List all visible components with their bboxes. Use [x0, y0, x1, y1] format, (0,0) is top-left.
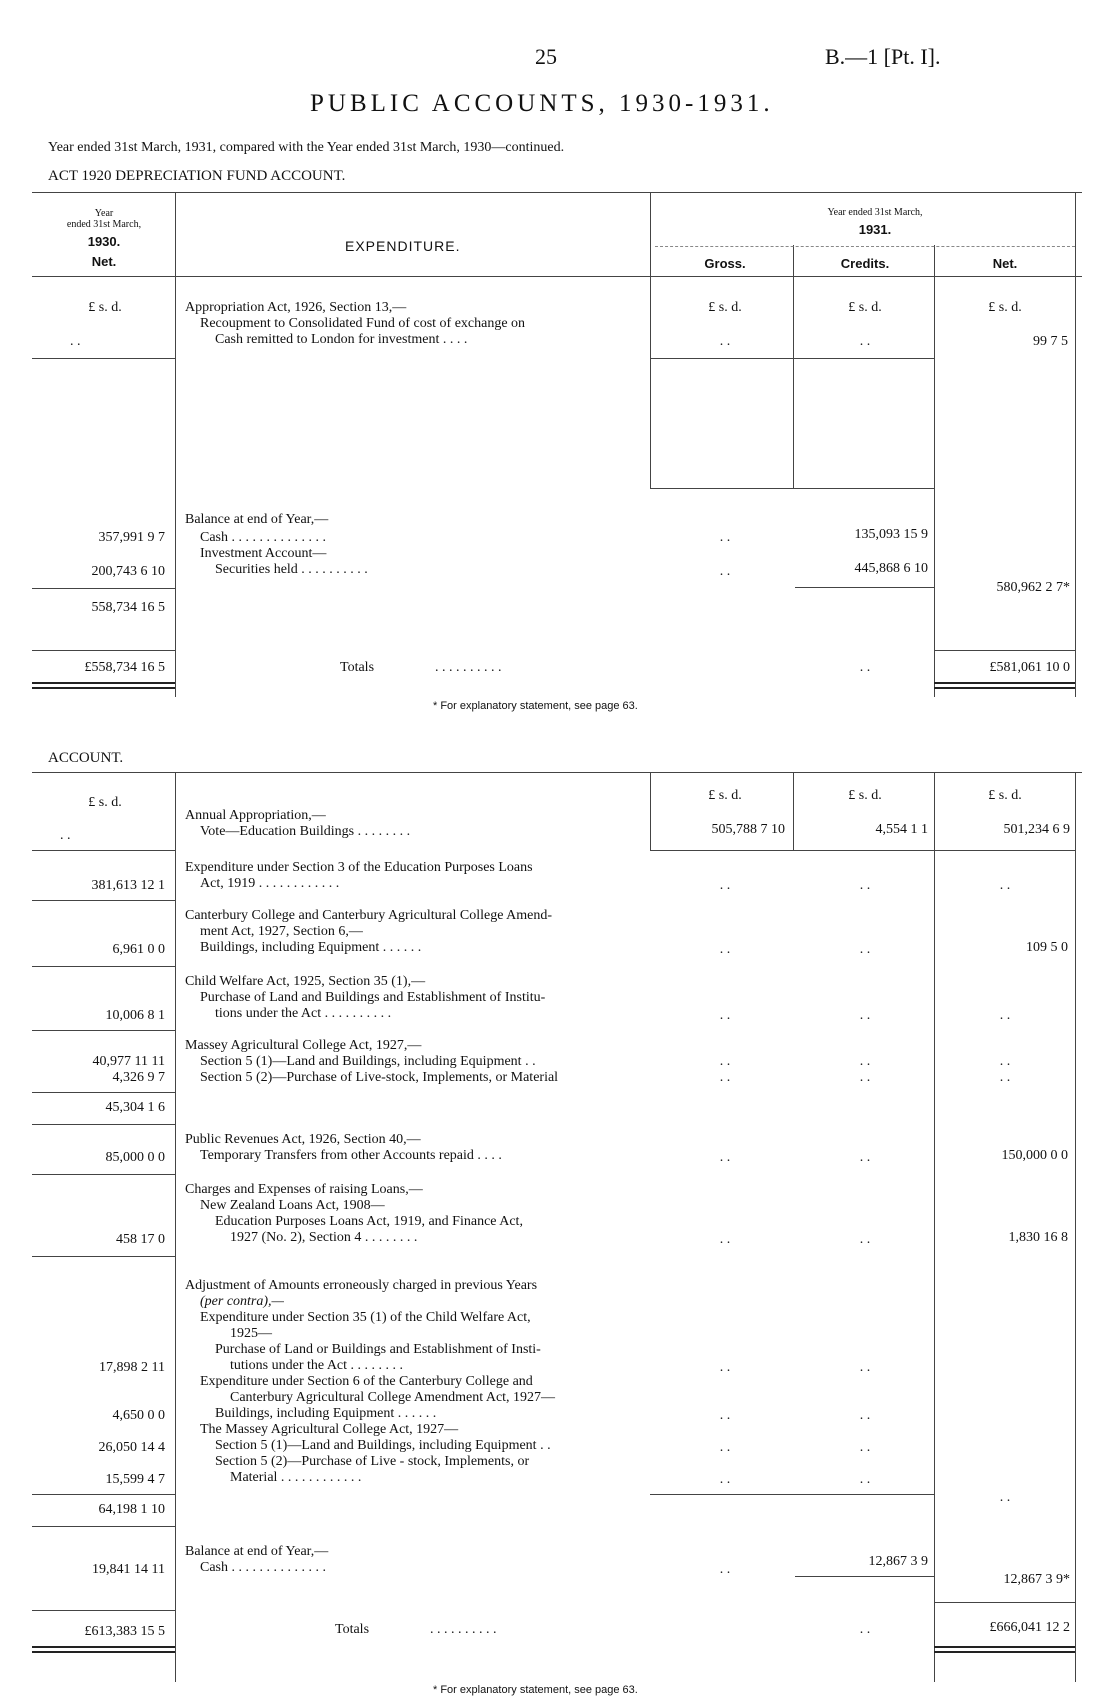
item-label: Adjustment of Amounts erroneously charged in previous Years — [185, 1278, 538, 1293]
item-label: 1925— — [230, 1326, 272, 1341]
gross-value: . . — [719, 1472, 731, 1487]
totals-prev: £613,383 15 5 — [84, 1624, 165, 1639]
net-value: . . — [999, 878, 1011, 893]
item-label: Charges and Expenses of raising Loans,— — [185, 1182, 423, 1197]
cur-year-header: Year ended 31st March, — [827, 207, 923, 218]
investment-label: Investment Account— — [200, 546, 327, 561]
column-divider — [793, 245, 794, 489]
totals-net: £666,041 12 2 — [989, 1620, 1070, 1635]
prev-value: 6,961 0 0 — [112, 942, 165, 957]
credits-value: . . — [859, 1408, 871, 1423]
column-divider — [934, 245, 935, 697]
rule — [32, 772, 1082, 773]
prev-value: . . — [70, 334, 81, 349]
section1-title: ACT 1920 DEPRECIATION FUND ACCOUNT. — [48, 168, 346, 184]
credits-value: . . — [859, 1054, 871, 1069]
item-label: Expenditure under Section 6 of the Canterbury College and — [200, 1374, 533, 1389]
cash-label: Cash . . . . . . . . . . . . . . — [200, 1560, 326, 1575]
rule — [32, 1030, 175, 1031]
currency-label: £ s. d. — [88, 300, 122, 315]
item-label: Temporary Transfers from other Accounts repaid . . . . — [200, 1148, 502, 1163]
cur-year-number: 1931. — [858, 222, 892, 237]
totals-net: £581,061 10 0 — [989, 660, 1070, 675]
net-value: . . — [999, 1008, 1011, 1023]
prev-net-header: Net. — [91, 254, 117, 269]
item-label: Section 5 (2)—Purchase of Live - stock, Implements, or — [215, 1454, 530, 1469]
column-divider — [650, 772, 651, 850]
gross-value: . . — [719, 1054, 731, 1069]
credits-value: . . — [859, 1150, 871, 1165]
credits-value: . . — [859, 878, 871, 893]
item-label: Material . . . . . . . . . . . . — [230, 1470, 362, 1485]
credits-value: . . — [859, 1472, 871, 1487]
item-label: Massey Agricultural College Act, 1927,— — [185, 1038, 422, 1053]
item-label: (per contra),— — [200, 1294, 284, 1309]
rule — [32, 650, 175, 651]
item-label: Section 5 (2)—Purchase of Live-stock, Implements, or Material — [200, 1070, 559, 1085]
credits-header: Credits. — [840, 256, 890, 271]
gross-value: . . — [719, 878, 731, 893]
item-label: Canterbury Agricultural College Amendment Act, 1927— — [230, 1390, 556, 1405]
page-title: PUBLIC ACCOUNTS, 1930-1931. — [310, 90, 774, 117]
cash-prev: 357,991 9 7 — [98, 530, 165, 545]
gross-header: Gross. — [704, 256, 746, 271]
cash-gross: . . — [719, 1562, 731, 1577]
credits-value: . . — [859, 1232, 871, 1247]
rule — [32, 1646, 175, 1648]
rule — [32, 1526, 175, 1527]
credits-value: 4,554 1 1 — [875, 822, 928, 837]
gross-value: . . — [719, 1008, 731, 1023]
rule — [655, 246, 1075, 247]
rule — [32, 1651, 175, 1653]
rule — [934, 650, 1075, 651]
item-label: Education Purposes Loans Act, 1919, and Finance Act, — [215, 1214, 523, 1229]
page-number: 25 — [535, 44, 557, 69]
rule — [32, 1494, 175, 1495]
prev-year-label: Year — [94, 208, 114, 219]
gross-value: 505,788 7 10 — [711, 822, 785, 837]
net-value: . . — [999, 1490, 1011, 1505]
rule — [32, 1174, 175, 1175]
cash-gross: . . — [719, 530, 731, 545]
gross-value: . . — [719, 942, 731, 957]
prev-value: 10,006 8 1 — [105, 1008, 165, 1023]
page-subtitle: Year ended 31st March, 1931, compared with the Year ended 31st March, 1930—continued. — [48, 140, 565, 155]
net-value: 109 5 0 — [1026, 940, 1068, 955]
item-label: Public Revenues Act, 1926, Section 40,— — [185, 1132, 421, 1147]
prev-year-label: ended 31st March, — [66, 219, 142, 230]
currency-label: £ s. d. — [848, 300, 882, 315]
item-label: The Massey Agricultural College Act, 1927— — [200, 1422, 459, 1437]
totals-leader: . . . . . . . . . . — [435, 660, 502, 675]
prev-year-header — [30, 208, 178, 230]
footnote: * For explanatory statement, see page 63. — [433, 700, 638, 712]
rule — [934, 687, 1075, 689]
rule — [934, 1602, 1075, 1603]
prev-value: 85,000 0 0 — [105, 1150, 165, 1165]
totals-label: Totals — [340, 660, 375, 675]
item-label: Child Welfare Act, 1925, Section 35 (1),— — [185, 974, 426, 989]
item-label: New Zealand Loans Act, 1908— — [200, 1198, 385, 1213]
prev-value: 381,613 12 1 — [91, 878, 165, 893]
item-label: Vote—Education Buildings . . . . . . . . — [200, 824, 411, 839]
column-divider — [650, 192, 651, 489]
gross-value: . . — [719, 1408, 731, 1423]
rule — [650, 850, 1075, 851]
item-label: Annual Appropriation,— — [185, 808, 326, 823]
rule — [32, 687, 175, 689]
rule — [795, 587, 934, 588]
item-label: Expenditure under Section 3 of the Education Purposes Loans — [185, 860, 533, 875]
prev-value: 26,050 14 4 — [98, 1440, 165, 1455]
credits-value: . . — [859, 1070, 871, 1085]
balance-net: 12,867 3 9* — [1003, 1572, 1070, 1587]
securities-gross: . . — [719, 564, 731, 579]
totals-credits: . . — [859, 660, 871, 675]
currency-label: £ s. d. — [88, 795, 122, 810]
rule — [934, 1651, 1075, 1653]
balance-heading: Balance at end of Year,— — [185, 1544, 329, 1559]
item-label: 1927 (No. 2), Section 4 . . . . . . . . — [230, 1230, 418, 1245]
adjust-subtotal: 64,198 1 10 — [98, 1502, 165, 1517]
net-value: 501,234 6 9 — [1003, 822, 1070, 837]
currency-label: £ s. d. — [708, 788, 742, 803]
securities-credits: 445,868 6 10 — [854, 561, 928, 576]
totals-leader: . . . . . . . . . . — [430, 1622, 497, 1637]
gross-value: . . — [719, 1150, 731, 1165]
prev-value: 458 17 0 — [116, 1232, 165, 1247]
currency-label: £ s. d. — [848, 788, 882, 803]
item-label: Section 5 (1)—Land and Buildings, including Equipment . . — [200, 1054, 536, 1069]
totals-credits: . . — [859, 1622, 871, 1637]
rule — [32, 1124, 175, 1125]
column-divider — [1075, 772, 1076, 1682]
item-label: Expenditure under Section 35 (1) of the Child Welfare Act, — [200, 1310, 531, 1325]
massey-subtotal: 45,304 1 6 — [105, 1100, 165, 1115]
credits-value: . . — [859, 334, 871, 349]
column-divider — [175, 772, 176, 1682]
item-label: tions under the Act . . . . . . . . . . — [215, 1006, 392, 1021]
rule — [32, 1256, 175, 1257]
section2-title: ACCOUNT. — [48, 750, 124, 766]
rule — [32, 358, 175, 359]
item-label: Buildings, including Equipment . . . . . . — [215, 1406, 437, 1421]
gross-value: . . — [719, 1070, 731, 1085]
item-label: Cash remitted to London for investment . . . . — [215, 332, 468, 347]
net-value: 150,000 0 0 — [1001, 1148, 1068, 1163]
item-label: Purchase of Land or Buildings and Establishment of Insti- — [215, 1342, 541, 1357]
prev-value: 17,898 2 11 — [99, 1360, 165, 1375]
securities-prev: 200,743 6 10 — [91, 564, 165, 579]
cash-prev: 19,841 14 11 — [92, 1562, 165, 1577]
rule — [650, 358, 793, 359]
credits-value: . . — [859, 1008, 871, 1023]
document-reference: B.—1 [Pt. I]. — [825, 44, 941, 69]
gross-value: . . — [719, 334, 731, 349]
net-value: 1,830 16 8 — [1008, 1230, 1068, 1245]
footnote: * For explanatory statement, see page 63. — [433, 1684, 638, 1696]
currency-label: £ s. d. — [988, 788, 1022, 803]
prev-value: . . — [60, 828, 71, 843]
rule — [934, 1646, 1075, 1648]
rule — [32, 276, 1082, 277]
net-header: Net. — [992, 256, 1018, 271]
rule — [32, 588, 175, 589]
item-label: Recoupment to Consolidated Fund of cost of exchange on — [200, 316, 526, 331]
rule — [934, 682, 1075, 684]
rule — [793, 358, 934, 359]
rule — [32, 850, 175, 851]
item-label: Act, 1919 . . . . . . . . . . . . — [200, 876, 340, 891]
rule — [32, 900, 175, 901]
item-label: Purchase of Land and Buildings and Establishment of Institu- — [200, 990, 546, 1005]
prev-value: 40,977 11 11 — [92, 1054, 165, 1069]
currency-label: £ s. d. — [708, 300, 742, 315]
item-label: Appropriation Act, 1926, Section 13,— — [185, 300, 407, 315]
securities-label: Securities held . . . . . . . . . . — [215, 562, 368, 577]
gross-value: . . — [719, 1360, 731, 1375]
totals-label: Totals — [335, 1622, 370, 1637]
expenditure-header: EXPENDITURE. — [345, 238, 461, 254]
rule — [650, 1494, 934, 1495]
column-divider — [934, 772, 935, 1682]
prev-year-number: 1930. — [87, 234, 121, 249]
subtotal-prev: 558,734 16 5 — [91, 600, 165, 615]
credits-value: . . — [859, 942, 871, 957]
prev-value: 4,326 9 7 — [112, 1070, 165, 1085]
column-divider — [793, 772, 794, 850]
cash-label: Cash . . . . . . . . . . . . . . — [200, 530, 326, 545]
net-value: . . — [999, 1054, 1011, 1069]
totals-prev: £558,734 16 5 — [84, 660, 165, 675]
rule — [32, 966, 175, 967]
cash-credits: 135,093 15 9 — [854, 527, 928, 542]
item-label: tutions under the Act . . . . . . . . — [230, 1358, 404, 1373]
item-label: Canterbury College and Canterbury Agricultural College Amend- — [185, 908, 553, 923]
rule — [32, 192, 1082, 193]
rule — [32, 682, 175, 684]
credits-value: . . — [859, 1360, 871, 1375]
balance-heading: Balance at end of Year,— — [185, 512, 329, 527]
net-value: 99 7 5 — [1033, 334, 1068, 349]
gross-value: . . — [719, 1440, 731, 1455]
prev-value: 4,650 0 0 — [112, 1408, 165, 1423]
prev-value: 15,599 4 7 — [105, 1472, 165, 1487]
item-label: Section 5 (1)—Land and Buildings, including Equipment . . — [215, 1438, 551, 1453]
rule — [32, 1610, 175, 1611]
currency-label: £ s. d. — [988, 300, 1022, 315]
net-value: . . — [999, 1070, 1011, 1085]
cash-credits: 12,867 3 9 — [868, 1554, 928, 1569]
balance-net: 580,962 2 7* — [996, 580, 1070, 595]
credits-value: . . — [859, 1440, 871, 1455]
gross-value: . . — [719, 1232, 731, 1247]
rule — [795, 1576, 934, 1577]
item-label: Buildings, including Equipment . . . . . . — [200, 940, 422, 955]
rule — [32, 1092, 175, 1093]
column-divider — [1075, 192, 1076, 697]
item-label: ment Act, 1927, Section 6,— — [200, 924, 363, 939]
rule — [650, 488, 935, 489]
